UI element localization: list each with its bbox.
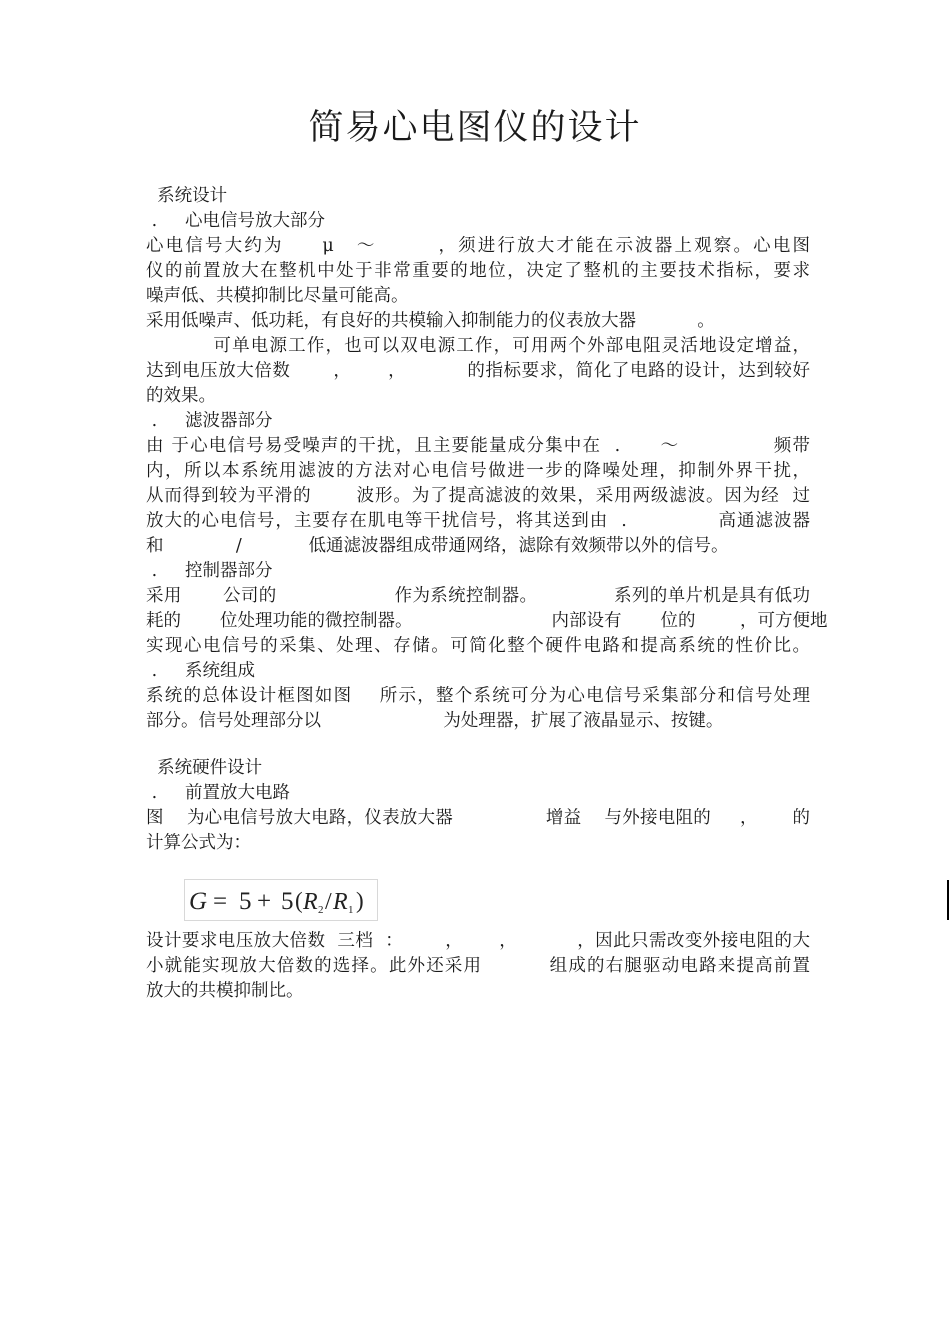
paragraph-line: 心电信号大约为 μ ～ ，须进行放大才能在示波器上观察。心电图	[146, 236, 810, 256]
paragraph-line: 系统的总体设计框图如图 所示，整个系统可分为心电信号采集部分和信号处理	[146, 686, 810, 706]
paragraph-line: 放大的心电信号，主要存在肌电等干扰信号，将其送到由 . 高通滤波器	[146, 511, 810, 531]
page-edge-mark	[947, 880, 949, 920]
paragraph-line: 采用 公司的 作为系统控制器。 系列的单片机是具有低功	[146, 586, 810, 606]
formula-constant: 5	[239, 888, 252, 915]
formula-equals: =	[213, 888, 228, 915]
paragraph-line: 由 于心电信号易受噪声的干扰，且主要能量成分集中在 . ～ 频带	[146, 436, 810, 456]
paragraph-line: 和 / 低通滤波器组成带通网络，滤除有效频带以外的信号。	[146, 536, 729, 556]
paragraph-line: 设计要求电压放大倍数 三档 ： ， ， ，因此只需改变外接电阻的大	[146, 931, 810, 951]
formula-subscript-2: 2	[318, 904, 324, 916]
paragraph-line: 小就能实现放大倍数的选择。此外还采用 组成的右腿驱动电路来提高前置	[146, 956, 810, 976]
document-title: 简易心电图仪的设计	[308, 108, 642, 148]
paragraph-line: 仪的前置放大在整机中处于非常重要的地位，决定了整机的主要技术指标，要求	[146, 261, 810, 281]
subsection-heading-preamplifier: . 前置放大电路	[146, 783, 290, 803]
formula-constant: 5	[281, 888, 294, 915]
paragraph-line: 的效果。	[146, 386, 216, 406]
formula-left-paren: (	[295, 888, 303, 913]
paragraph-line: 噪声低、共模抑制比尽量可能高。	[146, 286, 409, 306]
paragraph-line: 放大的共模抑制比。	[146, 981, 304, 1001]
subsection-heading-controller: . 控制器部分	[146, 561, 273, 581]
subsection-heading-filter: . 滤波器部分	[146, 411, 273, 431]
subsection-heading-system-composition: . 系统组成	[146, 661, 255, 681]
paragraph-line: 从而得到较为平滑的 波形。为了提高滤波的效果，采用两级滤波。因为经 过	[146, 486, 810, 506]
paragraph-line: 采用低噪声、低功耗，有良好的共模输入抑制能力的仪表放大器 。	[146, 311, 715, 331]
paragraph-line: 部分。信号处理部分以 为处理器，扩展了液晶显示、按键。	[146, 711, 724, 731]
paragraph-line: 图 为心电信号放大电路，仪表放大器 增益 与外接电阻的 ， 的	[146, 808, 810, 828]
formula-slash: /	[325, 889, 332, 915]
paragraph-line: 达到电压放大倍数 ， ， 的指标要求，简化了电路的设计，达到较好	[146, 361, 810, 381]
section-heading-hardware-design: 系统硬件设计	[146, 758, 263, 778]
formula-symbol-r1: R	[333, 889, 348, 915]
paragraph-line: 实现心电信号的采集、处理、存储。可简化整个硬件电路和提高系统的性价比。	[146, 636, 810, 656]
subsection-heading-amplifier: . 心电信号放大部分	[146, 211, 325, 231]
paragraph-line: 内，所以本系统用滤波的方法对心电信号做进一步的降噪处理，抑制外界干扰，	[146, 461, 810, 481]
paragraph-line: 可单电源工作，也可以双电源工作，可用两个外部电阻灵活地设定增益，	[146, 336, 810, 356]
gain-formula-image	[184, 879, 378, 921]
section-heading-system-design: 系统设计	[146, 186, 228, 206]
formula-subscript-1: 1	[348, 904, 354, 916]
paragraph-line: 耗的 位处理功能的微控制器。 内部设有 位的 ，可方便地	[146, 611, 828, 631]
formula-symbol-r2: R	[303, 889, 318, 915]
formula-symbol-g: G	[189, 888, 208, 915]
formula-right-paren: )	[356, 888, 364, 913]
paragraph-line: 计算公式为：	[146, 833, 251, 853]
formula-plus: +	[257, 888, 272, 915]
